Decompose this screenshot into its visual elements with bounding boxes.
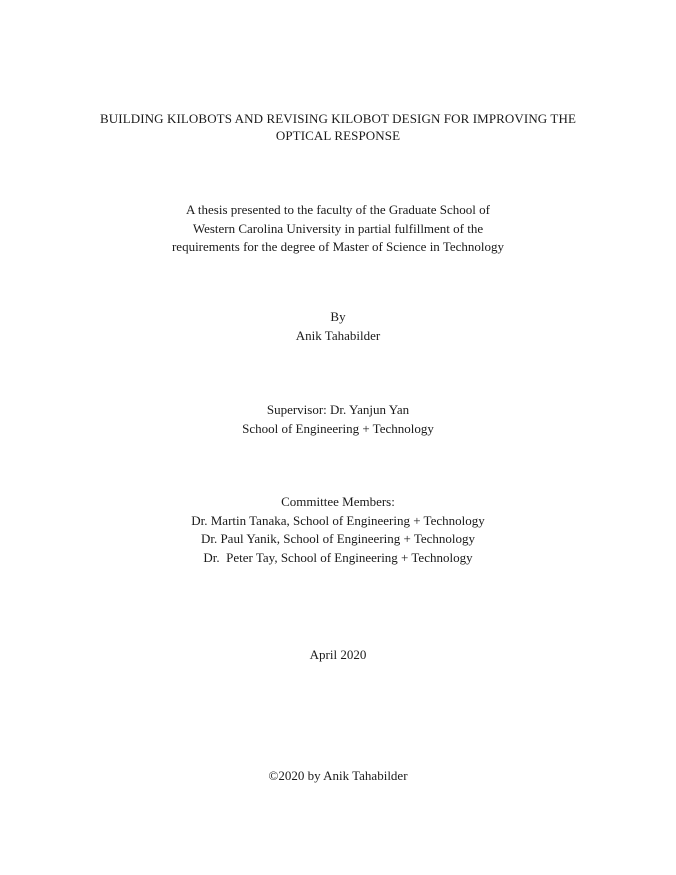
byline <box>0 308 676 345</box>
purpose-line-1: A thesis presented to the faculty of the Graduate School of <box>186 202 490 217</box>
by-label: By <box>330 309 346 324</box>
committee-member: Dr. Paul Yanik, School of Engineering + Technology <box>200 531 476 546</box>
purpose-line-2: Western Carolina University in partial fulfillment of the <box>192 220 484 236</box>
copyright-notice <box>0 767 676 786</box>
supervisor-name: Supervisor: Dr. Yanjun Yan <box>266 402 410 417</box>
thesis-title-line-1: BUILDING KILOBOTS AND REVISING KILOBOT DESIGN FOR IMPROVING THE <box>100 111 576 126</box>
committee-member: Dr. Martin Tanaka, School of Engineering + Technology <box>191 512 485 528</box>
submission-date <box>0 646 676 665</box>
committee-member: Dr. Peter Tay, School of Engineering + Technology <box>203 549 473 565</box>
date-text: April 2020 <box>309 647 367 662</box>
copyright-text: ©2020 by Anik Tahabilder <box>268 768 408 783</box>
thesis-purpose-statement <box>0 201 676 257</box>
supervisor-block <box>0 401 676 438</box>
committee-heading: Committee Members: <box>281 494 395 509</box>
thesis-title-line-2: OPTICAL RESPONSE <box>275 128 401 143</box>
supervisor-affiliation: School of Engineering + Technology <box>242 420 434 436</box>
purpose-line-3: requirements for the degree of Master of Science in Technology <box>171 239 505 254</box>
author-name: Anik Tahabilder <box>295 327 381 343</box>
thesis-title <box>0 110 676 144</box>
committee-block <box>0 493 676 567</box>
